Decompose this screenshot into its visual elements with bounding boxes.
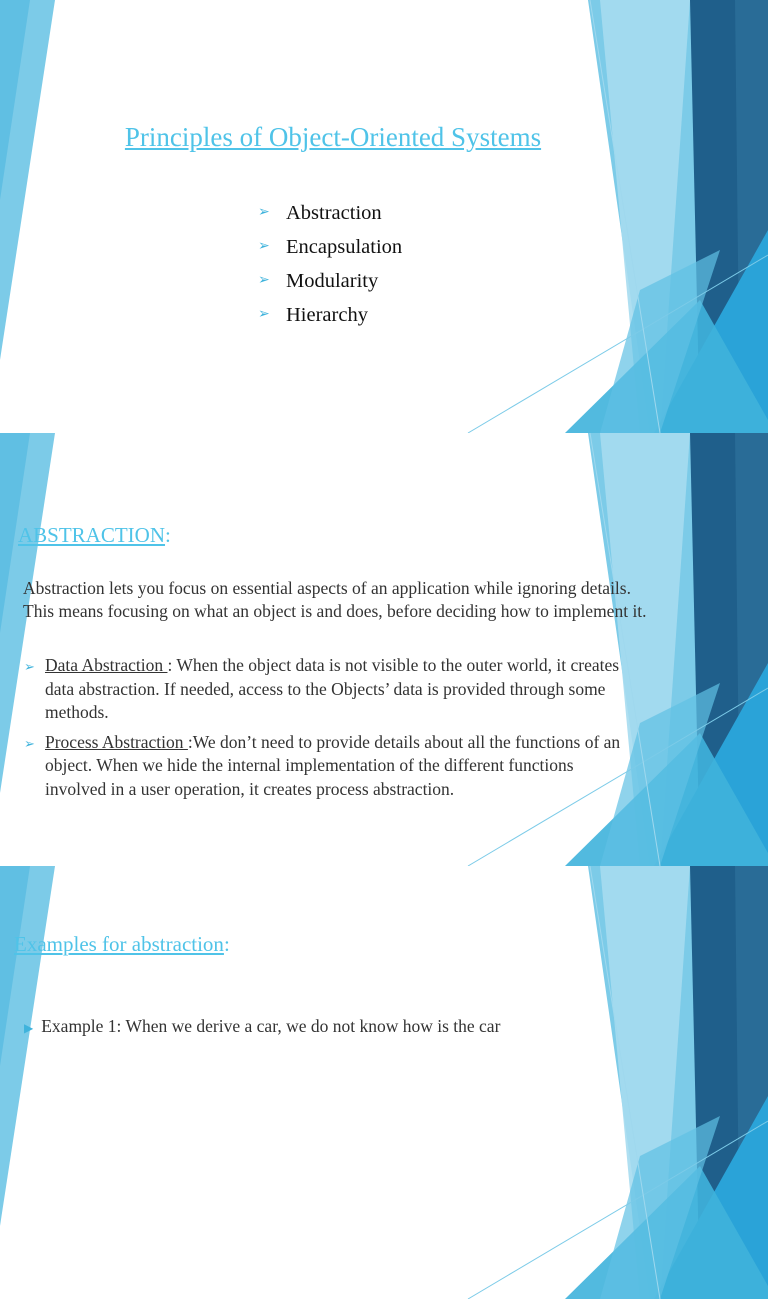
arrow-bullet-icon: ➢ bbox=[258, 307, 270, 322]
slide-3-title: Examples for abstraction: bbox=[14, 932, 230, 956]
list-item: ➢ Hierarchy bbox=[258, 304, 368, 326]
arrow-bullet-icon: ➢ bbox=[24, 735, 35, 751]
slide-1 bbox=[0, 0, 768, 433]
list-item: ➢ Data Abstraction : When the object data is not visible to the outer world, it creates data abstraction. If needed, access to the Objects’ data is provided through some methods. bbox=[24, 655, 620, 722]
list-item: ➢ Process Abstraction :We don’t need to provide details about all the functions of an object. When we hide the internal implementation of the different functions involved in a user operation, it creates process abstraction. bbox=[24, 731, 621, 799]
slide-2-title: ABSTRACTION: bbox=[18, 523, 171, 547]
principles-list bbox=[258, 202, 402, 338]
arrow-bullet-icon: ➢ bbox=[24, 659, 35, 674]
arrow-bullet-icon: ➢ bbox=[258, 205, 270, 220]
slide-decoration bbox=[0, 866, 768, 1299]
slide-2 bbox=[0, 433, 768, 866]
list-item: ▶ Example 1: When we derive a car, we do not know how is the car bbox=[24, 1016, 501, 1036]
abstraction-intro: Abstraction lets you focus on essential aspects of an application while ignoring details. This means focusing on what an object is and does, before deciding how to implement it. bbox=[23, 578, 647, 621]
list-item: ➢ Abstraction bbox=[258, 202, 382, 224]
list-item: ➢ Encapsulation bbox=[258, 236, 403, 258]
triangle-bullet-icon: ▶ bbox=[24, 1021, 34, 1035]
arrow-bullet-icon: ➢ bbox=[258, 273, 270, 288]
abstraction-types-list bbox=[24, 654, 636, 807]
slide-1-title: Principles of Object-Oriented Systems bbox=[124, 122, 542, 152]
slide-3 bbox=[0, 866, 768, 1299]
list-item: ➢ Modularity bbox=[258, 270, 379, 292]
arrow-bullet-icon: ➢ bbox=[258, 239, 270, 254]
